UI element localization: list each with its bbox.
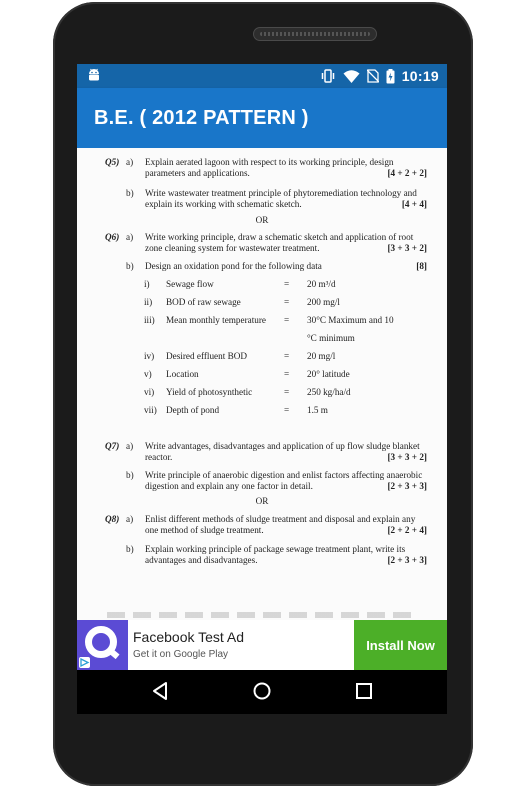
row-value: 20 m³/d [307, 279, 336, 289]
data-table-row [144, 333, 434, 345]
battery-charging-icon [386, 69, 395, 84]
page-title: B.E. ( 2012 PATTERN ) [94, 106, 309, 129]
question-marks: [2 + 3 + 3] [387, 555, 427, 565]
row-label: Yield of photosynthetic [166, 387, 253, 397]
row-label: Sewage flow [166, 279, 214, 289]
row-label: Location [166, 369, 199, 379]
row-equals: = [284, 315, 290, 325]
status-clock: 10:19 [401, 68, 439, 84]
row-number: iii) [144, 315, 155, 325]
question-part: b) [126, 188, 134, 198]
document-page[interactable] [77, 148, 447, 620]
cut-off-text-line [107, 612, 417, 618]
question-label: Q6) [105, 232, 120, 242]
vibrate-icon [320, 69, 336, 83]
question-label: Q8) [105, 514, 120, 524]
question-text: Explain working principle of package sewage treatment plant, write its advantages and disadvantages. [145, 544, 406, 565]
row-value: 200 mg/l [307, 297, 340, 307]
install-now-button[interactable]: Install Now [354, 620, 447, 670]
row-label: BOD of raw sewage [166, 297, 241, 307]
no-sim-icon [367, 69, 379, 83]
row-number: iv) [144, 351, 155, 361]
row-value: 20° latitude [307, 369, 350, 379]
question-part: b) [126, 261, 134, 271]
question-label: Q7) [105, 441, 120, 451]
home-icon[interactable] [252, 681, 272, 701]
data-table-row [144, 369, 434, 381]
row-equals: = [284, 279, 290, 289]
app-bar [77, 88, 447, 148]
row-number: vi) [144, 387, 155, 397]
row-label: Desired effluent BOD [166, 351, 247, 361]
question-part: a) [126, 441, 134, 451]
earpiece-speaker [253, 27, 377, 41]
ad-choices-icon[interactable] [79, 657, 90, 668]
or-separator: OR [255, 496, 269, 506]
question-marks: [2 + 2 + 4] [387, 525, 427, 535]
data-table-row [144, 279, 434, 291]
question-text: Design an oxidation pond for the following data [145, 261, 322, 271]
question-part: a) [126, 514, 134, 524]
question-text: Enlist different methods of sludge treatment and disposal and explain any one method of sludge treatment. [145, 514, 416, 535]
question-marks: [3 + 3 + 2] [387, 243, 427, 253]
data-table-row [144, 351, 434, 363]
question-label: Q5) [105, 157, 120, 167]
question-marks: [3 + 3 + 2] [387, 452, 427, 462]
row-number: vii) [144, 405, 157, 415]
ad-title[interactable]: Facebook Test Ad [133, 629, 245, 645]
ad-app-logo[interactable] [77, 620, 128, 670]
row-number: ii) [144, 297, 153, 307]
question-text: Write advantages, disadvantages and application of up flow sludge blanket reactor. [145, 441, 420, 462]
recents-icon[interactable] [354, 681, 374, 701]
android-icon [87, 68, 101, 83]
row-equals: = [284, 405, 290, 415]
question-part: a) [126, 157, 134, 167]
or-separator: OR [255, 215, 269, 225]
row-number: v) [144, 369, 152, 379]
question-part: b) [126, 470, 134, 480]
status-bar [77, 64, 447, 88]
data-table-row [144, 387, 434, 399]
wifi-icon [343, 70, 360, 83]
device-screen [77, 64, 447, 714]
ad-banner[interactable] [77, 620, 447, 670]
row-number: i) [144, 279, 150, 289]
row-value: °C minimum [307, 333, 355, 343]
row-value: 30°C Maximum and 10 [307, 315, 394, 325]
back-icon[interactable] [150, 681, 170, 701]
data-table-row [144, 315, 434, 327]
row-value: 250 kg/ha/d [307, 387, 351, 397]
question-part: b) [126, 544, 134, 554]
question-text: Write principle of anaerobic digestion and enlist factors affecting anaerobic digestion and explain any one factor in detail. [145, 470, 423, 491]
data-table-row [144, 297, 434, 309]
question-text: Write working principle, draw a schematic sketch and application of root zone cleaning system for wastewater treatment. [145, 232, 414, 253]
row-equals: = [284, 387, 290, 397]
question-marks: [4 + 2 + 2] [387, 168, 427, 178]
row-label: Mean monthly temperature [166, 315, 267, 325]
row-equals: = [284, 351, 290, 361]
row-label: Depth of pond [166, 405, 220, 415]
question-marks: [2 + 3 + 3] [387, 481, 427, 491]
data-table-row [144, 405, 434, 417]
ad-subtitle: Get it on Google Play [133, 649, 229, 660]
question-text: Write wastewater treatment principle of phytoremediation technology and explain its working with schematic sketch. [145, 188, 417, 209]
row-equals: = [284, 297, 290, 307]
question-text: Explain aerated lagoon with respect to its working principle, design parameters and applications. [145, 157, 394, 178]
row-value: 20 mg/l [307, 351, 336, 361]
question-part: a) [126, 232, 134, 242]
question-marks: [4 + 4] [401, 199, 427, 209]
row-value: 1.5 m [307, 405, 328, 415]
navigation-bar [77, 670, 447, 714]
row-equals: = [284, 369, 290, 379]
question-marks: [8] [416, 261, 427, 271]
